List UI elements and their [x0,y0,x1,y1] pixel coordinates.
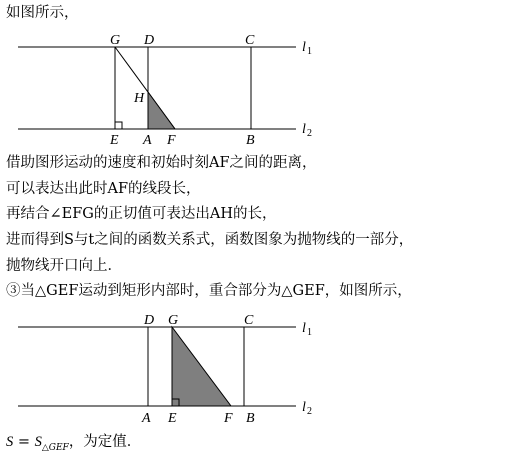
paragraph-line-1: 借助图形运动的速度和初始时刻AF之间的距离， [6,155,317,171]
label-D: D [144,33,155,48]
label-C: C [245,33,255,48]
equals-sign: = [13,434,35,450]
symbol-S: S [6,434,14,450]
label-l2: l [302,400,306,415]
shaded-triangle-GEF [172,327,231,406]
conclusion-tail: ，为定值． [68,434,142,450]
label-l1-sub: 1 [307,327,312,338]
label-l1: l [302,40,306,55]
subscript-triangle-GEF: △GEF [41,442,69,453]
figure-2 [0,305,514,425]
label-H: H [134,91,145,106]
label-l1-sub: 1 [307,46,312,57]
label-E: E [168,411,177,425]
symbol-S-sub: S [34,434,42,450]
conclusion-line [6,430,141,453]
label-A: A [142,411,151,425]
label-F: F [167,133,176,148]
label-E: E [110,133,119,148]
label-G: G [110,33,121,48]
label-B: B [246,133,255,148]
label-G: G [168,313,179,328]
shaded-triangle-AHF [148,92,175,129]
intro-text: 如图所示， [6,5,79,21]
label-l2: l [302,122,306,137]
right-angle-mark [115,122,122,129]
paragraph-line-3: 再结合∠EFG的正切值可表达出AH的长， [6,206,277,222]
label-A: A [143,133,152,148]
paragraph-line-6: ③当△GEF运动到矩形内部时，重合部分为△GEF，如图所示， [6,283,412,299]
label-l2-sub: 2 [307,128,312,139]
label-l2-sub: 2 [307,406,312,417]
label-l1: l [302,321,306,336]
paragraph-line-2: 可以表达出此时AF的线段长， [6,181,201,197]
paragraph-line-4: 进而得到S与t之间的函数关系式，函数图象为抛物线的一部分， [6,232,414,248]
label-D: D [144,313,155,328]
paragraph-line-5: 抛物线开口向上． [6,258,122,274]
label-C: C [244,313,254,328]
label-F: F [224,411,233,425]
label-B: B [246,411,255,425]
